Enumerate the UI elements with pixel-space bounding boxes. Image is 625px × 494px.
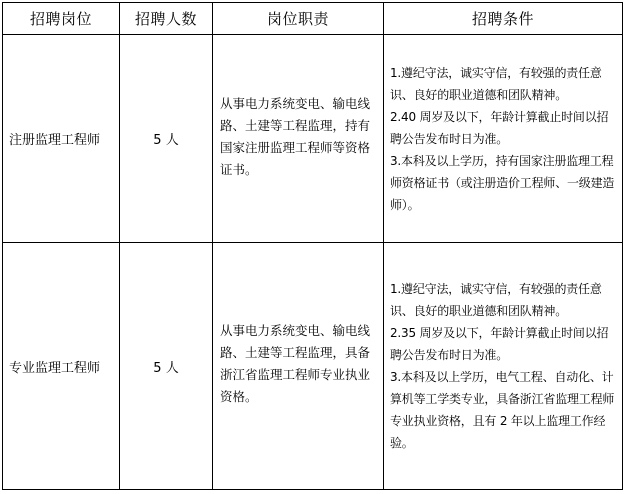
count-cell: 5 人 [120,243,213,490]
position-cell: 注册监理工程师 [3,35,120,243]
table-row [3,243,623,490]
position-cell: 专业监理工程师 [3,243,120,490]
header-requirements: 招聘条件 [384,3,623,35]
header-count: 招聘人数 [120,3,213,35]
requirement-item: 2.35 周岁及以下，年龄计算截止时间以招聘公告发布时日为准。 [390,326,609,362]
requirements-cell [384,35,623,243]
recruitment-table [2,2,623,490]
duty-cell [213,243,384,490]
header-duty: 岗位职责 [213,3,384,35]
table-row [3,35,623,243]
count-cell: 5 人 [120,35,213,243]
requirements-cell [384,243,623,490]
requirement-item: 2.40 周岁及以下，年龄计算截止时间以招聘公告发布时日为准。 [390,109,609,146]
requirement-item: 3.本科及以上学历，持有国家注册监理工程师资格证书（或注册造价工程师、一级建造师）。 [390,153,615,212]
duty-cell [213,35,384,243]
requirement-item: 3.本科及以上学历，电气工程、自动化、计算机等工学类专业，具备浙江省监理工程师专业执业资格，且有 2 年以上监理工作经验。 [390,370,615,450]
duty-text: 从事电力系统变电、输电线路、土建等工程监理，持有国家注册监理工程师等资格证书。 [220,95,371,177]
header-row [3,3,623,35]
requirement-item: 1.遵纪守法，诚实守信，有较强的责任意识、良好的职业道德和团队精神。 [390,65,602,102]
requirement-item: 1.遵纪守法，诚实守信，有较强的责任意识、良好的职业道德和团队精神。 [390,282,602,318]
duty-text: 从事电力系统变电、输电线路、土建等工程监理，具备浙江省监理工程师专业执业资格。 [220,323,371,404]
header-position: 招聘岗位 [3,3,120,35]
